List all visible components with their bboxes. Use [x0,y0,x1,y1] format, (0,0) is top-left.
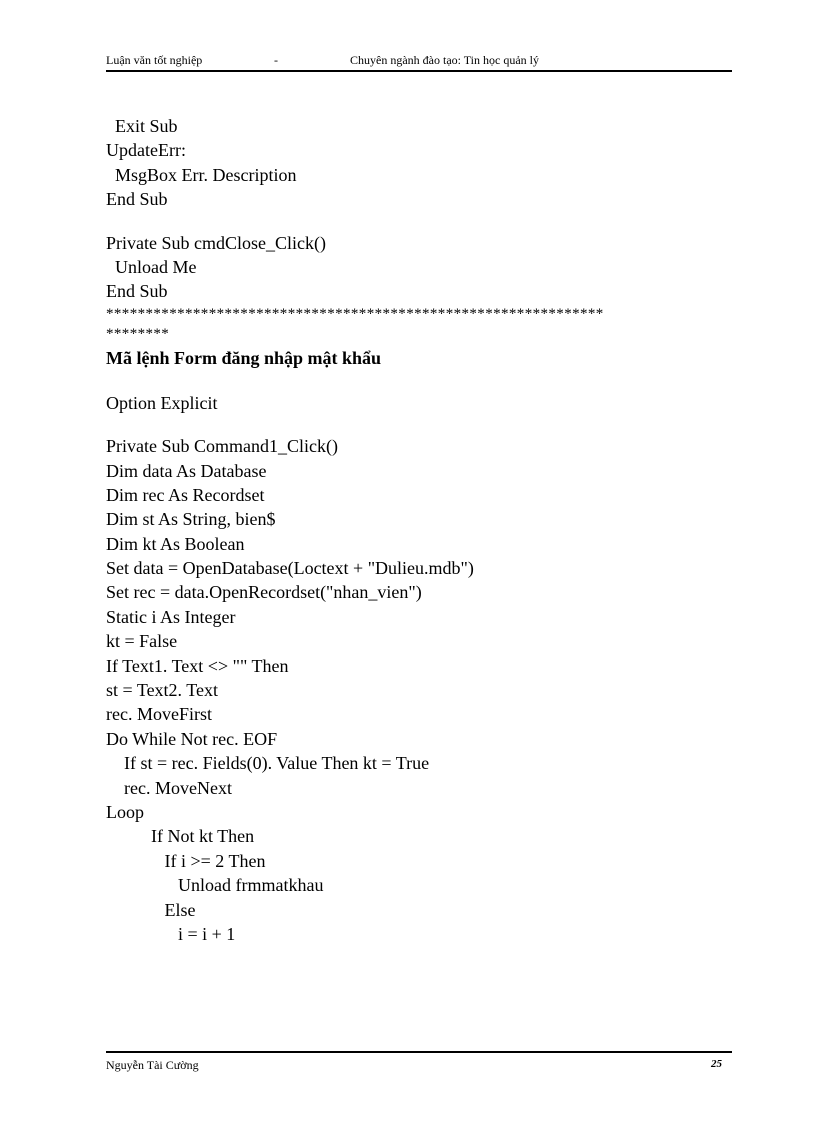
separator-stars: *************************************************************** [106,305,604,322]
code-line: Unload frmmatkhau [106,875,324,896]
code-line: UpdateErr: [106,140,186,161]
header-major-label: Chuyên ngành đào tạo: Tin học quản lý [350,53,539,67]
code-line: Private Sub cmdClose_Click() [106,232,326,253]
page-body [106,114,732,946]
code-line: MsgBox Err. Description [106,164,297,185]
code-line: Dim kt As Boolean [106,533,245,554]
code-block-update-end [106,114,732,212]
code-line: If i >= 2 Then [106,850,266,871]
code-line: Else [106,899,196,920]
footer-author: Nguyễn Tài Cường [106,1058,199,1072]
page-footer [106,1051,732,1075]
code-line: i = i + 1 [106,923,236,944]
code-line: st = Text2. Text [106,680,218,701]
separator-stars-continued: ******** [106,325,170,342]
code-line: Private Sub Command1_Click() [106,436,338,457]
code-line: Dim data As Database [106,460,267,481]
code-line: Static i As Integer [106,606,236,627]
code-block-command1 [106,434,732,946]
code-line: If Text1. Text <> "" Then [106,655,289,676]
code-line: If st = rec. Fields(0). Value Then kt = True [106,753,430,774]
code-line: Loop [106,801,144,822]
code-line: rec. MoveFirst [106,704,212,725]
code-line: Dim rec As Recordset [106,484,265,505]
header-thesis-label: Luận văn tốt nghiệp [106,53,203,67]
page-number: 25 [711,1058,722,1070]
code-line: End Sub [106,189,168,210]
code-line: rec. MoveNext [106,777,232,798]
section-heading: Mã lệnh Form đăng nhập mật khẩu [106,347,382,368]
code-block-cmdclose [106,231,732,304]
code-line: Dim st As String, bien$ [106,509,276,530]
page-header [106,53,732,72]
code-line: Exit Sub [106,116,178,136]
code-line: Set rec = data.OpenRecordset("nhan_vien") [106,582,422,603]
code-line: Do While Not rec. EOF [106,728,278,749]
code-line: Unload Me [106,256,197,277]
code-line: End Sub [106,281,168,302]
code-line: If Not kt Then [106,826,255,847]
code-line: Set data = OpenDatabase(Loctext + "Dulieu.mdb") [106,558,474,579]
code-line: kt = False [106,631,178,652]
option-explicit-line: Option Explicit [106,392,218,413]
header-separator: - [274,53,278,67]
